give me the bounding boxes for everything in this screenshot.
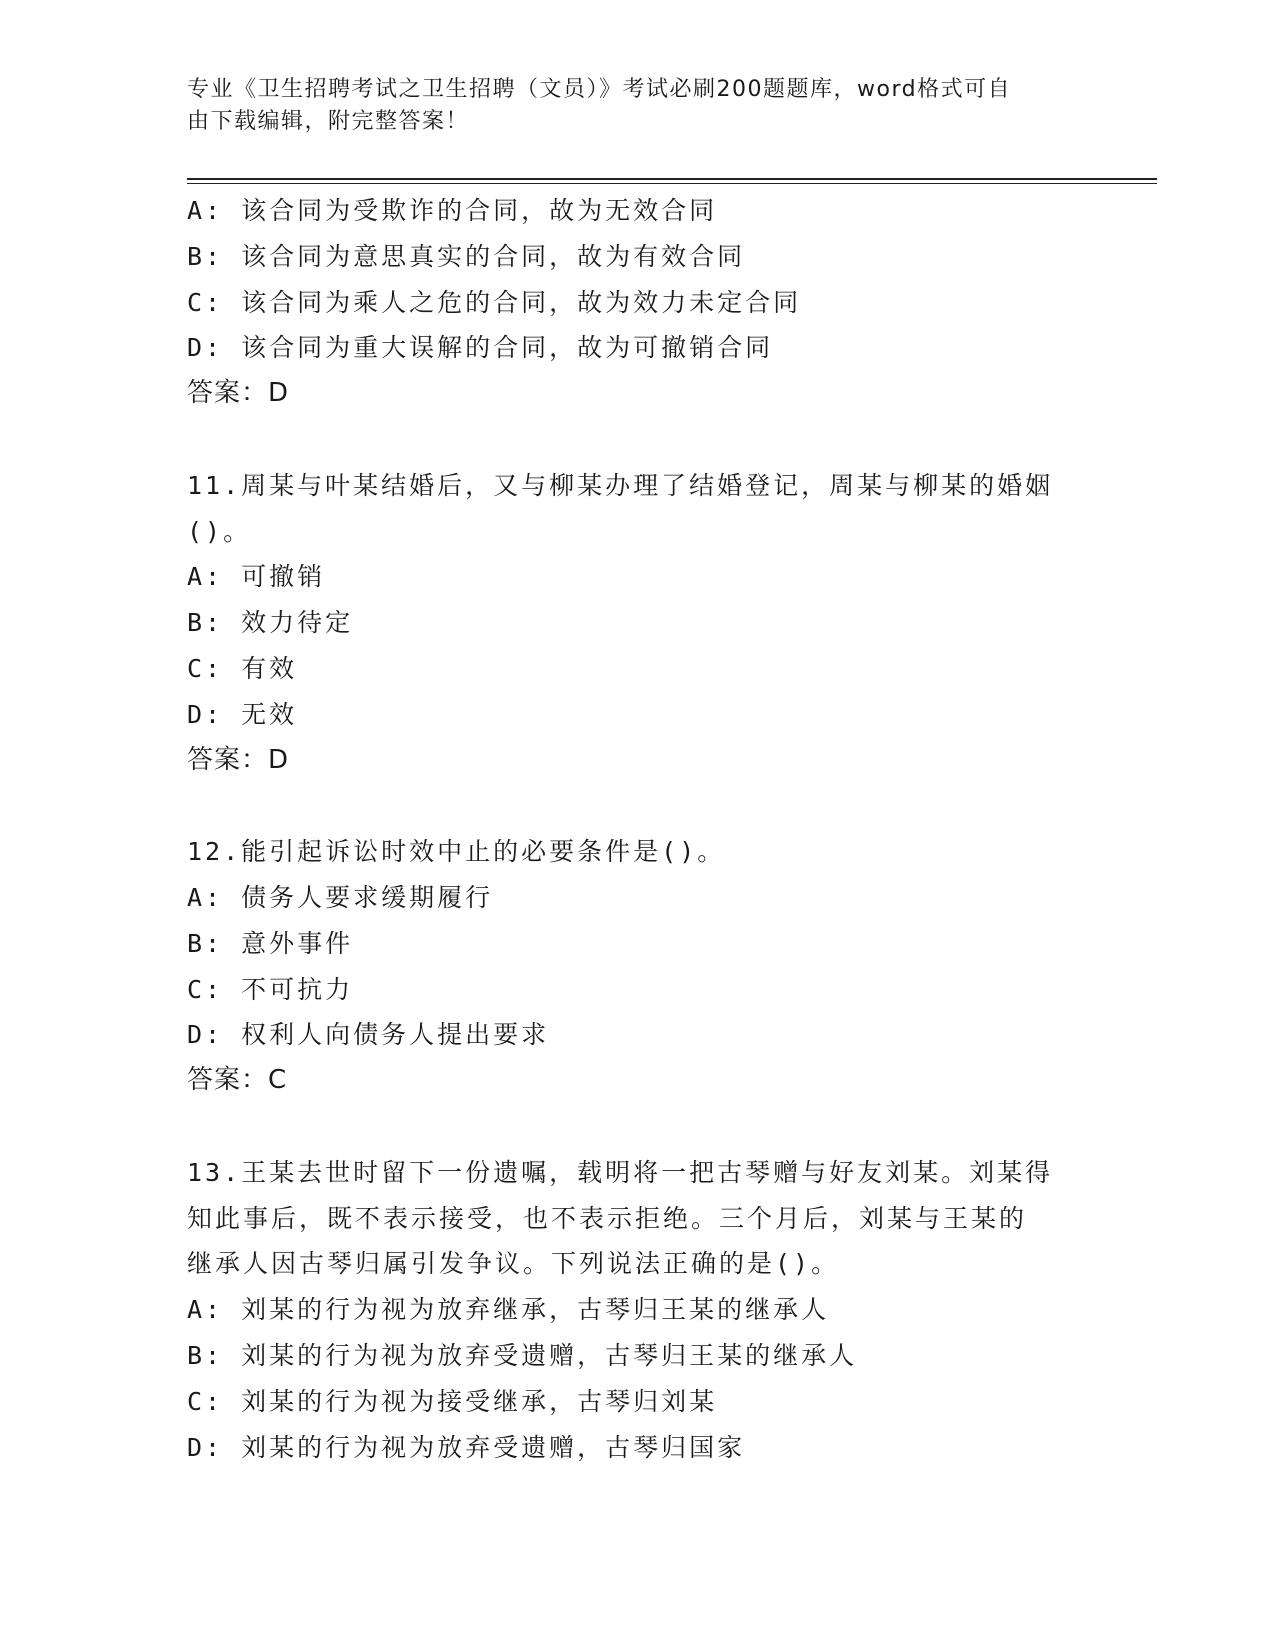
question-12 [187,829,1087,1104]
q11-stem-line-1: 11.周某与叶某结婚后，又与柳某办理了结婚登记，周某与柳某的婚姻 [187,470,1054,500]
q10-answer: 答案：D [187,378,290,409]
q11-option-c: C: 有效 [187,653,298,683]
q13-option-d: D: 刘某的行为视为放弃受遗赠，古琴归国家 [187,1432,746,1462]
spacer [187,417,1087,463]
q11-option-a: A: 可撤销 [187,562,326,592]
question-list [187,188,1087,1470]
q12-option-b: B: 意外事件 [187,928,354,958]
q13-stem-line-1: 13.王某去世时留下一份遗嘱，载明将一把古琴赠与好友刘某。刘某得 [187,1157,1054,1187]
spacer [187,1104,1087,1150]
header-divider-thick [187,178,1157,180]
question-13 [187,1150,1087,1471]
q11-answer: 答案：D [187,744,290,775]
header-title-line-1: 专业《卫生招聘考试之卫生招聘（文员）》考试必刷200题题库，word格式可自 [187,77,1012,102]
question-10 [187,188,1087,417]
q12-option-a: A: 债务人要求缓期履行 [187,882,494,912]
spacer [187,783,1087,829]
q10-option-b: B: 该合同为意思真实的合同，故为有效合同 [187,241,746,271]
q12-option-c: C: 不可抗力 [187,974,354,1004]
q13-stem-line-3: 继承人因古琴归属引发争议。下列说法正确的是()。 [187,1249,840,1279]
q11-option-d: D: 无效 [187,699,298,729]
header-divider-thin [187,183,1157,184]
document-header [187,74,1067,138]
question-11 [187,463,1087,784]
q10-option-d: D: 该合同为重大误解的合同，故为可撤销合同 [187,333,774,363]
header-title-line-2: 由下载编辑，附完整答案！ [187,109,470,134]
q12-answer: 答案：C [187,1065,288,1096]
q12-stem-line-1: 12.能引起诉讼时效中止的必要条件是()。 [187,837,726,867]
q13-stem-line-2: 知此事后，既不表示接受，也不表示拒绝。三个月后，刘某与王某的 [187,1203,1028,1233]
q10-option-a: A: 该合同为受欺诈的合同，故为无效合同 [187,196,718,225]
q11-stem-line-2: ()。 [187,516,252,546]
q13-option-c: C: 刘某的行为视为接受继承，古琴归刘某 [187,1386,718,1416]
q13-option-a: A: 刘某的行为视为放弃继承，古琴归王某的继承人 [187,1295,830,1325]
q11-option-b: B: 效力待定 [187,608,354,638]
q12-option-d: D: 权利人向债务人提出要求 [187,1020,550,1050]
q13-option-b: B: 刘某的行为视为放弃受遗赠，古琴归王某的继承人 [187,1340,858,1370]
q10-option-c: C: 该合同为乘人之危的合同，故为效力未定合同 [187,287,802,317]
